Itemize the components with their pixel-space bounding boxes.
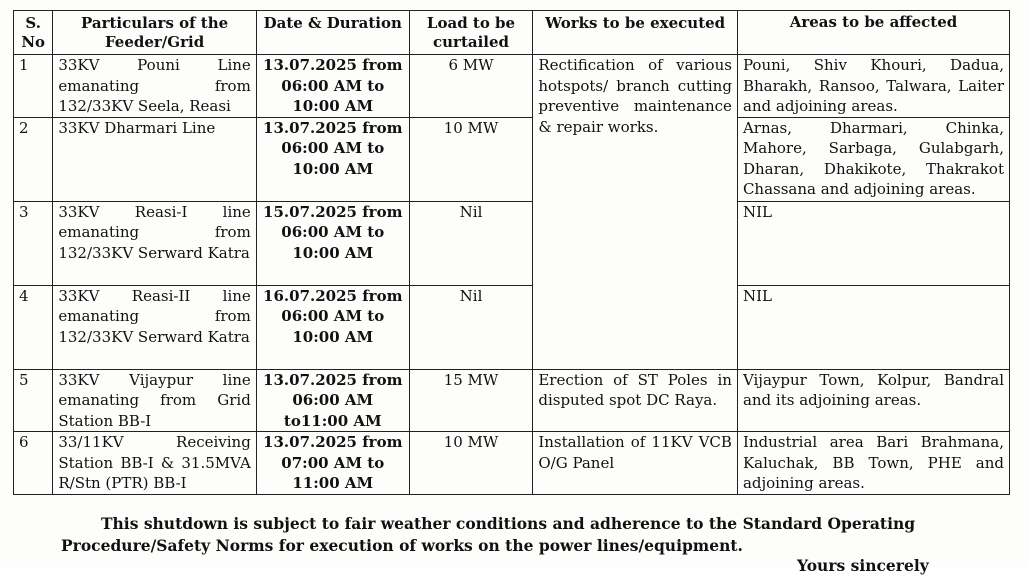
row-date: 15.07.2025 from 06:00 AM to 10:00 AM [256, 201, 409, 285]
row-load: 10 MW [409, 432, 533, 495]
row-sno: 3 [14, 201, 53, 285]
row-areas: NIL [737, 285, 1009, 369]
header-feeder: Particulars of the Feeder/Grid [53, 11, 256, 55]
merged-works-cell: Rectification of various hotspots/ branch cutting preventive maintenance & repair works. [533, 55, 738, 370]
row-sno: 1 [14, 55, 53, 118]
row-feeder: 33KV Reasi-II line emanating from 132/33KV Serward Katra [53, 285, 256, 369]
row-feeder: 33KV Pouni Line emanating from 132/33KV Seela, Reasi [53, 55, 256, 118]
row-sno: 4 [14, 285, 53, 369]
row-load: Nil [409, 285, 533, 369]
table-row [14, 285, 1010, 369]
row-feeder: 33KV Vijaypur line emanating from Grid Station BB-I [53, 369, 256, 432]
row-works: Erection of ST Poles in disputed spot DC Raya. [533, 369, 738, 432]
table-row [14, 117, 1010, 201]
row-load: 15 MW [409, 369, 533, 432]
row-areas: Pouni, Shiv Khouri, Dadua, Bharakh, Ransoo, Talwara, Laiter and adjoining areas. [737, 55, 1009, 118]
table-row [14, 369, 1010, 432]
shutdown-note: This shutdown is subject to fair weather conditions and adherence to the Standard Operating Procedure/Safety Norms for execution of works on the power lines/equipment. [61, 514, 916, 555]
header-load: Load to be curtailed [409, 11, 533, 55]
table-body [14, 55, 1010, 495]
header-areas: Areas to be affected [737, 11, 1009, 55]
row-date: 13.07.2025 from 06:00 AM to 10:00 AM [256, 117, 409, 201]
row-date: 13.07.2025 from 06:00 AM to11:00 AM [256, 369, 409, 432]
row-feeder: 33KV Reasi-I line emanating from 132/33KV Serward Katra [53, 201, 256, 285]
row-load: 10 MW [409, 117, 533, 201]
row-areas: Vijaypur Town, Kolpur, Bandral and its adjoining areas. [737, 369, 1009, 432]
row-areas: Arnas, Dharmari, Chinka, Mahore, Sarbaga, Gulabgarh, Dharan, Dhakikote, Thakrakot Chassana and adjoining areas. [737, 117, 1009, 201]
table-row [14, 432, 1010, 495]
header-date: Date & Duration [256, 11, 409, 55]
row-feeder: 33KV Dharmari Line [53, 117, 256, 201]
row-load: 6 MW [409, 55, 533, 118]
row-areas: NIL [737, 201, 1009, 285]
header-row [14, 11, 1010, 55]
row-works: Installation of 11KV VCB O/G Panel [533, 432, 738, 495]
row-areas: Industrial area Bari Brahmana, Kaluchak, BB Town, PHE and adjoining areas. [737, 432, 1009, 495]
row-feeder: 33/11KV Receiving Station BB-I & 31.5MVA R/Stn (PTR) BB-I [53, 432, 256, 495]
table-row [14, 55, 1010, 118]
closing-salutation: Yours sincerely [797, 556, 929, 575]
row-date: 16.07.2025 from 06:00 AM to 10:00 AM [256, 285, 409, 369]
row-date: 13.07.2025 from 06:00 AM to 10:00 AM [256, 55, 409, 118]
table-header [14, 11, 1010, 55]
shutdown-schedule-table [13, 10, 1010, 495]
row-load: Nil [409, 201, 533, 285]
header-sno: S. No [14, 11, 53, 55]
table-row [14, 201, 1010, 285]
header-works: Works to be executed [533, 11, 738, 55]
row-sno: 5 [14, 369, 53, 432]
row-date: 13.07.2025 from 07:00 AM to 11:00 AM [256, 432, 409, 495]
row-sno: 2 [14, 117, 53, 201]
row-sno: 6 [14, 432, 53, 495]
